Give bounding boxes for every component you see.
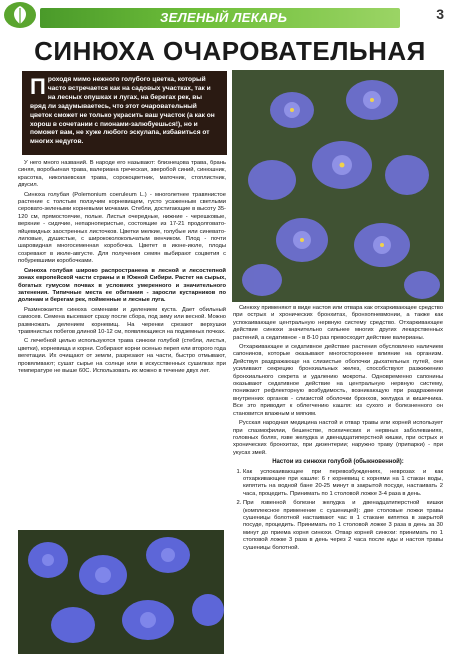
leaf-logo-icon [4,2,36,28]
list-item: 1. Как успокаивающее при перевозбуждениях, неврозах и как отхаркивающее при кашле: 6 г корневищ с корнями на 1 стакан воды, кипятить на водной бане 20-25 минут в закрытой посуде, настаивать 2 часа, процедить. Принимать по 1 столовой ложке 3-4 раза в день. [243,469,443,499]
right-column [233,305,443,657]
left-column [18,160,226,530]
paragraph: Отхаркивающее и седативное действие растения обусловлено наличием сапонинов, которые оказывают многостороннее влияние на организм. Действуя раздражающе на слизистые оболочки дыхательных путей, они усиливают секрецию бронхиальных желез, способствуют разжижению бронхиального секрета и удалению мокроты. Одновременно сапонины оказывают седативное действие на центральную нервную систему, понижают рефлекторную возбудимость, возникающую при раздражении внутренних органов - слизистой оболочки бронхов, желудка и кишечника. Все это приводит к облегчению кашля: из сухого и болезненного он становится влажным и мягким. [233,344,443,417]
paragraph: У него много названий. В народе его называют: близнецова трава, брань синяя, воробьиная трава, валериана греческая, зверобой синий, синюшник, красотка, николаевская трава, сорокоцветник, маточник, стоплистник, двусил. [18,160,226,189]
paragraph: Размножается синюха семенами и делением куста. Дает обильный самосев. Семена высевают сразу после сбора, под зиму или весной. Можно размножать делением корневищ. На черенки срезают верхушки травянистых побегов длиной 10-12 см, появляющиеся на подземных почках. [18,306,226,335]
intro-text: роходя мимо нежного голубого цветка, который часто встречается как на садовых участках, так и на лесных опушках и лугах, на берегах рек, вы вряд ли задумываетесь, что этот очаровательный цветок сможет не только украсить ваш участок (а как он хорош в сочетании с пионами-залюбуешься!), но и поможет вам, не хуже любого эскулапа, избавиться от многих недугов. [30,76,215,146]
paragraph: Синюху применяют в виде настоя или отвара как отхаркивающее средство при острых и хронических бронхитах, бронхопневмонии, а также как успокаивающее центральную нервную систему средство. Отхаркивающее действие синюхи значительно сильнее многих других лекарственных растений, а седативное - в 8-10 раз превосходит действие валерианы. [233,305,443,341]
list-item: 2. При язвенной болезни желудка и двенадцатиперстной кишки (комплексное применение с сушеницей): две столовые ложки травы сушеницы болотной настаивают час в 1 стакане кипятка в закрытой посуде, процедить. Принимать по 1 столовой ложке 3 раза в день за 30 минут до приема корня синюхи. Отвар корней синюхи: принимать по 1 столовой ложке 3 раза в день через 2 часа после еды и настоя травы сушеницы болотной. [243,500,443,552]
intro-block [22,71,227,155]
paragraph: Русская народная медицина настой и отвар травы или корней использует при спазмофилии, бешенстве, психических и нервных заболеваниях, головных болях, язве желудка и двенадцатиперстной кишки, при острых и хронических бронхитах, при дизентерии; наружно траву (припарки) - при укусах змей. [233,420,443,456]
paragraph: Синюха голубая (Polemonium coeruleum L.) - многолетнее травянистое растение с толстым ползучим корневищем, густо усаженным светлыми серовато-зелеными корневыми мочками. Стебли, достигающие в высоту 35-120 см, прямостоячие, полые. Листья очередные, нижние - черешковые, верхние - сидячие, непарноперистые, состоящие из 17-21 продолговато-яйцевидных заостренных листочков. Цветки мелкие, голубые или синевато-лиловые, душистые, с ширококолокольчатым венчиком. Плод - почти шаровидная многосеменная коробочка. Цветет в июне-июле, плоды созревают в июле-августе. Для получения семян выбирают соцветия с побуревшими коробочками. [18,191,226,265]
paragraph: Синюха голубая широко распространена в лесной и лесостепной зонах европейской части страны и в Южной Сибири. Растет на сырых, богатых гумусом почвах в условиях умеренного и значительного затенения. Типичные места ее обитания - заросли кустарников по долинам и берегам рек, пойменные и лесные луга. [18,267,226,304]
header [0,0,460,30]
dropcap: П [30,74,46,99]
recipes-heading: Настои из синюхи голубой (обыкновенной): [272,459,404,466]
paragraph: С лечебной целью используются трава синюхи голубой (стебли, листья, цветки), корневища и корни. Собирают корни осенью переп ели второго года вегетации. Их очищают от земли, разрезают на части, быстро отмывают, провяливают; сушат сырье на солнце или в искусственных сушилках при температуре не выше 60С. Использовать их можно в течение двух лет. [18,338,226,374]
flower-photo-bottom [18,530,224,654]
flower-photo-top [232,70,444,302]
page-number: 3 [436,6,444,22]
article-title: СИНЮХА ОЧАРОВАТЕЛЬНАЯ [34,36,426,66]
section-title: ЗЕЛЕНЫЙ ЛЕКАРЬ [160,10,288,25]
recipes-list [233,469,443,552]
